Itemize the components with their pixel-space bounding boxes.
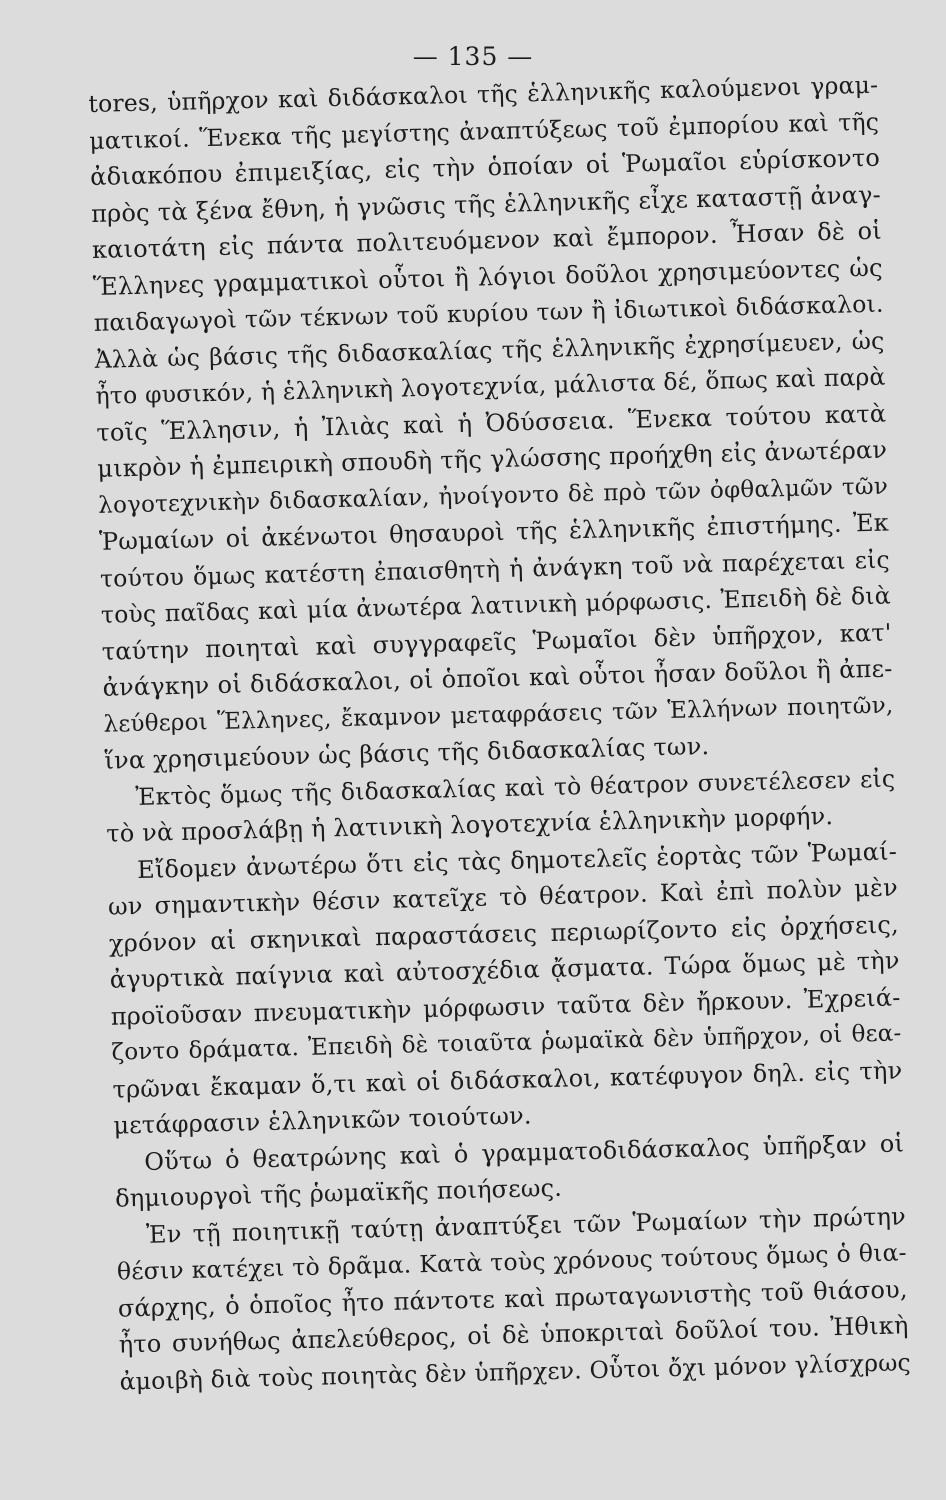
text-line: ταύτην ποιηταὶ καὶ συγγραφεῖς Ῥωμαῖοι δὲν ὑπῆρχον, κατ'	[101, 618, 892, 666]
text-line: σάρχης, ὁ ὁποῖος ἦτο πάντοτε καὶ πρωταγωνιστὴς τοῦ θιάσου,	[117, 1274, 908, 1323]
text-line: ζοντο δράματα. Ἐπειδὴ δὲ τοιαῦτα ῥωμαϊκὰ δὲν ὑπῆρχον, οἱ θεα-	[111, 1020, 902, 1066]
text-line: προϊοῦσαν πνευματικὴν μόρφωσιν ταῦτα δὲν ἤρκουν. Ἐχρειά-	[110, 982, 901, 1031]
body-text	[88, 67, 910, 1400]
page-number: — 135 —	[412, 42, 534, 71]
text-line: ματικοί. Ἕνεκα τῆς μεγίστης ἀναπτύξεως τοῦ ἐμπορίου καὶ τῆς	[88, 107, 880, 155]
text-line: λογοτεχνικὴν διδασκαλίαν, ἠνοίγοντο δὲ πρὸ τῶν ὀφθαλμῶν τῶν	[97, 473, 889, 519]
text-line: δημιουργοὶ τῆς ῥωμαϊκῆς ποιήσεως.	[114, 1173, 563, 1213]
text-line: tores, ὑπῆρχον καὶ διδάσκαλοι τῆς ἑλληνικῆς καλούμενοι γραμ-	[88, 70, 879, 118]
text-line: Ῥωμαίων οἱ ἀκένωτοι θησαυροὶ τῆς ἑλληνικῆς ἐπιστήμης. Ἐκ	[98, 508, 890, 556]
text-line: τρῶναι ἔκαμαν ὅ,τι καὶ οἱ διδάσκαλοι, κατέφυγον δηλ. εἰς τὴν	[112, 1055, 903, 1104]
text-line: ων σημαντικὴν θέσιν κατεῖχε τὸ θέατρον. Καὶ ἐπὶ πολὺν μὲν	[107, 873, 899, 921]
text-line: Ἀλλὰ ὡς βάσις τῆς διδασκαλίας τῆς ἑλληνικῆς ἐχρησίμευεν, ὡς	[94, 326, 885, 374]
text-line: καιοτάτη εἰς πάντα πολιτευόμενον καὶ ἔμπορον. Ἦσαν δὲ οἱ	[91, 216, 883, 264]
text-line: λεύθεροι Ἕλληνες, ἔκαμνον μεταφράσεις τῶν Ἑλλήνων ποιητῶν,	[103, 692, 894, 738]
text-line: ἦτο συνήθως ἀπελεύθερος, οἱ δὲ ὑποκριταὶ δοῦλοί του. Ἠθικὴ	[118, 1311, 909, 1359]
text-line: χρόνον αἱ σκηνικαὶ παραστάσεις περιωρίζοντο εἰς ὀρχήσεις,	[108, 909, 900, 958]
text-line: τοῖς Ἕλλησιν, ἡ Ἰλιὰς καὶ ἡ Ὀδύσσεια. Ἕνεκα τούτου κατὰ	[96, 399, 887, 447]
text-line: τὸ νὰ προσλάβῃ ἡ λατινικὴ λογοτεχνία ἑλληνικὴν μορφήν.	[105, 802, 834, 848]
text-line: ἀνάγκην οἱ διδάσκαλοι, οἱ ὁποῖοι καὶ οὗτοι ἦσαν δοῦλοι ἢ ἀπε-	[102, 654, 893, 702]
text-line: μικρὸν ἡ ἐμπειρικὴ σπουδὴ τῆς γλώσσης προήχθη εἰς ἀνωτέραν	[97, 435, 888, 483]
text-line: Ἐν τῇ ποιητικῇ ταύτῃ ἀναπτύξει τῶν Ῥωμαίων τὴν πρώτην	[145, 1201, 907, 1249]
text-line: παιδαγωγοὶ τῶν τέκνων τοῦ κυρίου των ἢ ἰδιωτικοὶ διδάσκαλοι.	[93, 289, 884, 337]
text-line: Ἕλληνες γραμματικοὶ οὗτοι ἢ λόγιοι δοῦλοι χρησιμεύοντες ὡς	[92, 253, 884, 301]
text-line: ἀγυρτικὰ παίγνια καὶ αὐτοσχέδια ᾄσματα. Τώρα ὅμως μὲ τὴν	[109, 946, 900, 994]
text-line: ἵνα χρησιμεύουν ὡς βάσις τῆς διδασκαλίας των.	[104, 732, 710, 775]
text-line: Οὕτω ὁ θεατρώνης καὶ ὁ γραμματοδιδάσκαλος ὑπῆρξαν οἱ	[143, 1128, 905, 1176]
text-line: μετάφρασιν ἑλληνικῶν τοιούτων.	[113, 1101, 532, 1140]
text-line: θέσιν κατέχει τὸ δρᾶμα. Κατὰ τοὺς χρόνους τούτους ὅμως ὁ θια-	[116, 1238, 908, 1286]
text-line: πρὸς τὰ ξένα ἔθνη, ἡ γνῶσις τῆς ἑλληνικῆς εἶχε καταστῇ ἀναγ-	[90, 180, 882, 228]
text-line: ἀδιακόπου ἐπιμειξίας, εἰς τὴν ὁποίαν οἱ Ῥωμαῖοι εὑρίσκοντο	[89, 143, 881, 191]
text-line: ἦτο φυσικόν, ἡ ἑλληνικὴ λογοτεχνία, μάλιστα δέ, ὅπως καὶ παρὰ	[95, 362, 886, 410]
text-line: τοὺς παῖδας καὶ μία ἀνωτέρα λατινικὴ μόρφωσις. Ἐπειδὴ δὲ διὰ	[100, 581, 892, 629]
text-line: ἀμοιβὴ διὰ τοὺς ποιητὰς δὲν ὑπῆρχεν. Οὗτοι ὄχι μόνον γλίσχρως	[119, 1347, 912, 1396]
text-line: Ἐκτὸς ὅμως τῆς διδασκαλίας καὶ τὸ θέατρον συνετέλεσεν εἰς	[135, 763, 896, 811]
text-line: τούτου ὅμως κατέστη ἐπαισθητὴ ἡ ἀνάγκη τοῦ νὰ παρέχεται εἰς	[99, 545, 891, 593]
text-line: Εἴδομεν ἀνωτέρω ὅτι εἰς τὰς δημοτελεῖς ἑορτὰς τῶν Ῥωμαί-	[136, 836, 898, 884]
